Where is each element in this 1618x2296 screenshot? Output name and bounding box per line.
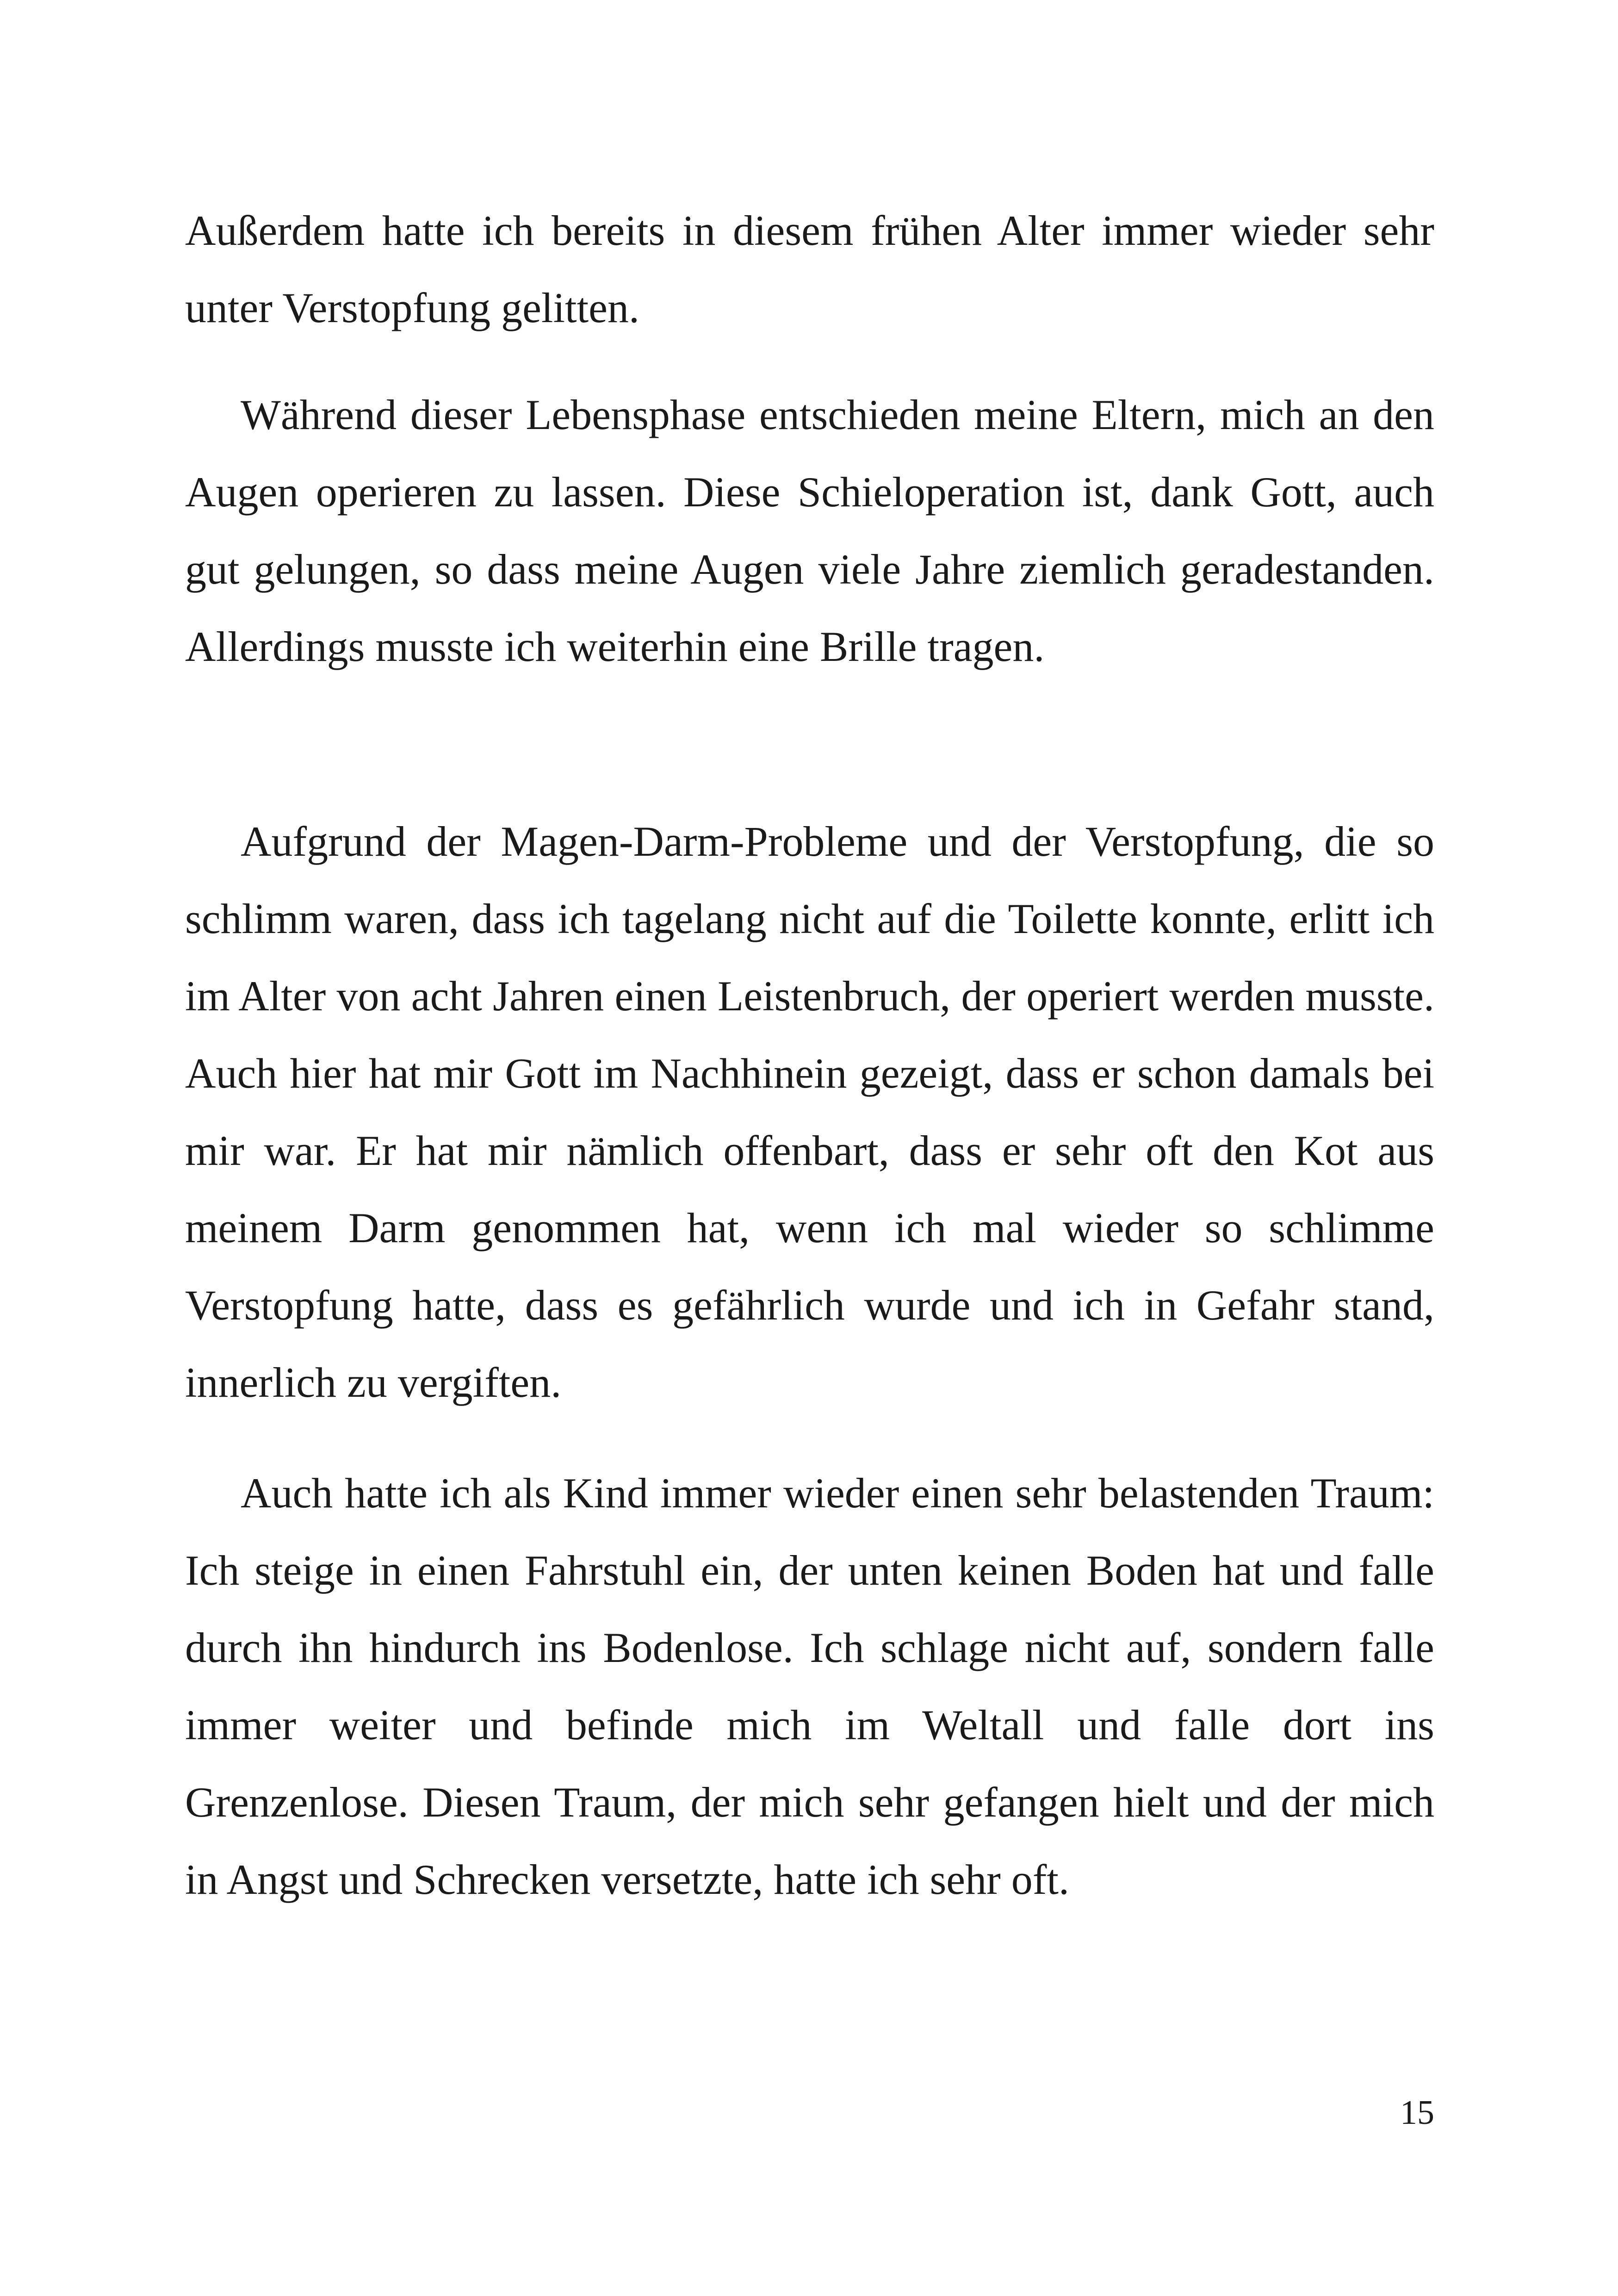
paragraph-constipation: Außerdem hatte ich bereits in diesem frühen Alter immer wieder sehr unter Verstopfung gelitten. <box>185 207 1434 331</box>
paragraph-eye-surgery: Während dieser Lebensphase entschieden meine Eltern, mich an den Augen operieren zu lassen. Diese Schieloperation ist, dank Gott, auch gut gelungen, so dass meine Augen viele Jahre ziemlich geradestanden. Allerdings musste ich weiterhin eine Brille tragen. <box>185 391 1434 670</box>
page-number: 15 <box>1400 2094 1434 2132</box>
paragraph-hernia: Aufgrund der Magen-Darm-Probleme und der Verstopfung, die so schlimm waren, dass ich tagelang nicht auf die Toilette konnte, erlitt ich im Alter von acht Jahren einen Leistenbruch, der operiert werden musste. Auch hier hat mir Gott im Nachhinein gezeigt, dass er schon damals bei mir war. Er hat mir nämlich offenbart, dass er sehr oft den Kot aus meinem Darm genommen hat, wenn ich mal wieder so schlimme Verstopfung hatte, dass es gefährlich wurde und ich in Gefahr stand, innerlich zu vergiften. <box>185 818 1434 1406</box>
paragraph-dream: Auch hatte ich als Kind immer wieder einen sehr belastenden Traum: Ich steige in einen Fahrstuhl ein, der unten keinen Boden hat und falle durch ihn hindurch ins Bodenlose. Ich schlage nicht auf, sondern falle immer weiter und befinde mich im Weltall und falle dort ins Grenzenlose. Diesen Traum, der mich sehr gefangen hielt und der mich in Angst und Schrecken versetzte, hatte ich sehr oft. <box>185 1469 1434 1903</box>
